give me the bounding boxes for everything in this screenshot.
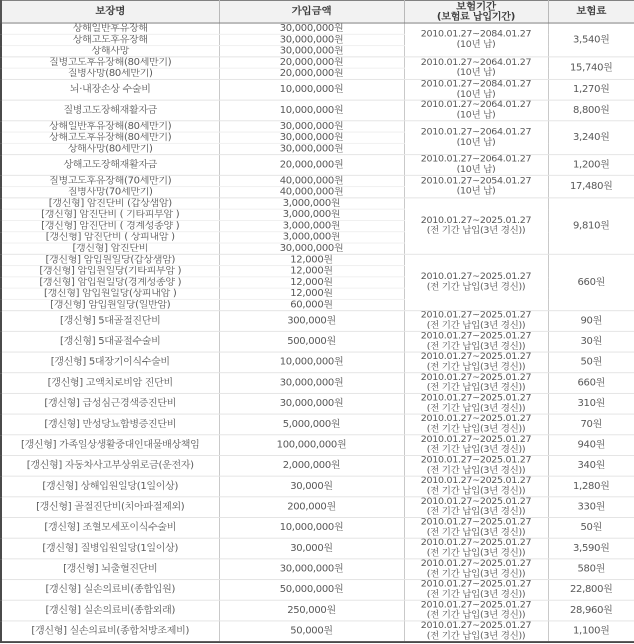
insurance-term-range: 2010.01.27~2025.01.27 bbox=[420, 600, 532, 611]
cell-premium: 580원 bbox=[548, 559, 634, 580]
cell-coverage-name: 질병사망(80세만기) bbox=[1, 68, 219, 79]
cell-coverage-name: [갱신형] 만성당뇨합병증진단비 bbox=[1, 414, 219, 435]
cell-insurance-term bbox=[404, 476, 548, 497]
cell-premium: 50원 bbox=[548, 352, 634, 373]
cell-subscription-amount: 60,000원 bbox=[219, 299, 404, 310]
premium-payment-period: (10년 납) bbox=[456, 88, 496, 100]
premium-payment-period: (전 기간 납입(3년 경신)) bbox=[426, 444, 526, 455]
cell-premium: 1,100원 bbox=[548, 621, 634, 642]
cell-insurance-term bbox=[404, 57, 548, 80]
header-row bbox=[1, 0, 634, 23]
premium-payment-period: (전 기간 납입(3년 경신)) bbox=[426, 588, 526, 600]
cell-premium: 30원 bbox=[548, 331, 634, 352]
cell-subscription-amount: 200,000원 bbox=[219, 497, 404, 518]
table-row bbox=[1, 580, 634, 601]
insurance-term-range: 2010.01.27~2025.01.27 bbox=[420, 579, 532, 590]
insurance-term-range: 2010.01.27~2025.01.27 bbox=[420, 352, 532, 362]
cell-subscription-amount: 12,000원 bbox=[219, 266, 404, 277]
table-row bbox=[1, 476, 634, 497]
cell-coverage-name: [갱신형] 암진단비 bbox=[1, 243, 219, 254]
table-row bbox=[1, 414, 634, 435]
premium-payment-period: (전 기간 납입(3년 경신)) bbox=[426, 464, 526, 476]
cell-subscription-amount: 500,000원 bbox=[219, 331, 404, 352]
cell-insurance-term bbox=[404, 100, 548, 121]
cell-subscription-amount: 30,000,000원 bbox=[219, 46, 404, 57]
cell-insurance-term bbox=[404, 621, 548, 642]
cell-premium: 3,240원 bbox=[548, 121, 634, 155]
table-row bbox=[1, 57, 634, 68]
cell-premium: 940원 bbox=[548, 435, 634, 456]
cell-coverage-name: [갱신형] 암입원일당(기타피부암 ) bbox=[1, 266, 219, 277]
table-row bbox=[1, 373, 634, 394]
premium-payment-period: (전 기간 납입(3년 경신)) bbox=[426, 320, 526, 331]
cell-subscription-amount: 12,000원 bbox=[219, 288, 404, 299]
cell-coverage-name: 질병고도후유장해(80세만기) bbox=[1, 57, 219, 68]
cell-subscription-amount: 30,000,000원 bbox=[219, 121, 404, 132]
cell-coverage-name: [갱신형] 뇌출혈진단비 bbox=[1, 559, 219, 580]
cell-coverage-name: 상해일반후유장해(80세만기) bbox=[1, 121, 219, 132]
cell-coverage-name: [갱신형] 5대장기이식수술비 bbox=[1, 352, 219, 373]
cell-coverage-name: [갱신형] 조혈모세포이식수술비 bbox=[1, 518, 219, 539]
insurance-term-range: 2010.01.27~2025.01.27 bbox=[420, 496, 532, 507]
cell-insurance-term bbox=[404, 79, 548, 100]
cell-coverage-name: 상해일반후유장해 bbox=[1, 23, 219, 34]
insurance-term-range: 2010.01.27~2025.01.27 bbox=[420, 310, 532, 321]
cell-insurance-term bbox=[404, 600, 548, 621]
table-row bbox=[1, 455, 634, 476]
cell-premium: 9,810원 bbox=[548, 198, 634, 254]
cell-coverage-name: [갱신형] 5대골절수술비 bbox=[1, 331, 219, 352]
insurance-term-range: 2010.01.27~2064.01.27 bbox=[420, 100, 532, 110]
table-row bbox=[1, 497, 634, 518]
header-coverage-name: 보장명 bbox=[1, 0, 219, 23]
cell-coverage-name: [갱신형] 암입원일당(경계성종양 ) bbox=[1, 277, 219, 288]
premium-payment-period: (전 기간 납입(3년 경신)) bbox=[426, 568, 526, 579]
cell-insurance-term bbox=[404, 414, 548, 435]
insurance-term-range: 2010.01.27~2025.01.27 bbox=[420, 620, 532, 631]
cell-insurance-term bbox=[404, 352, 548, 373]
cell-subscription-amount: 10,000,000원 bbox=[219, 100, 404, 121]
table-row bbox=[1, 79, 634, 100]
cell-coverage-name: [갱신형] 실손의료비(종합입원) bbox=[1, 580, 219, 601]
insurance-term-range: 2010.01.27~2025.01.27 bbox=[420, 517, 532, 528]
cell-subscription-amount: 40,000,000원 bbox=[219, 187, 404, 198]
cell-coverage-name: 상해사망 bbox=[1, 46, 219, 57]
cell-coverage-name: [갱신형] 암입원일당(일반암) bbox=[1, 299, 219, 310]
table-row bbox=[1, 155, 634, 176]
cell-premium: 310원 bbox=[548, 393, 634, 414]
premium-payment-period: (전 기간 납입(3년 경신)) bbox=[426, 281, 526, 292]
premium-payment-period: (10년 납) bbox=[456, 109, 496, 120]
cell-insurance-term bbox=[404, 393, 548, 414]
table-row bbox=[1, 100, 634, 121]
cell-coverage-name: [갱신형] 5대골절진단비 bbox=[1, 311, 219, 332]
insurance-term-range: 2010.01.27~2084.01.27 bbox=[420, 29, 532, 40]
table-row bbox=[1, 175, 634, 186]
table-row bbox=[1, 23, 634, 34]
cell-premium: 8,800원 bbox=[548, 100, 634, 121]
cell-insurance-term bbox=[404, 435, 548, 456]
cell-coverage-name: 상해고도후유장해(80세만기) bbox=[1, 132, 219, 143]
premium-payment-period: (10년 납) bbox=[456, 39, 496, 50]
cell-insurance-term bbox=[404, 121, 548, 155]
cell-subscription-amount: 20,000,000원 bbox=[219, 57, 404, 68]
cell-insurance-term bbox=[404, 198, 548, 254]
cell-premium: 660원 bbox=[548, 254, 634, 310]
cell-coverage-name: [갱신형] 암진단비 ( 상피내암 ) bbox=[1, 232, 219, 243]
cell-subscription-amount: 40,000,000원 bbox=[219, 175, 404, 186]
insurance-term-range: 2010.01.27~2025.01.27 bbox=[420, 455, 532, 466]
insurance-term-range: 2010.01.27~2025.01.27 bbox=[420, 372, 532, 383]
cell-coverage-name: 질병고도장해재활자금 bbox=[1, 100, 219, 121]
cell-insurance-term bbox=[404, 155, 548, 176]
cell-coverage-name: 상해사망(80세만기) bbox=[1, 143, 219, 154]
insurance-term-range: 2010.01.27~2084.01.27 bbox=[420, 79, 532, 90]
cell-coverage-name: [갱신형] 암진단비 (갑상샘암) bbox=[1, 198, 219, 209]
cell-coverage-name: [갱신형] 암진단비 ( 기타피부암 ) bbox=[1, 209, 219, 220]
cell-subscription-amount: 30,000,000원 bbox=[219, 559, 404, 580]
cell-premium: 660원 bbox=[548, 373, 634, 394]
cell-premium: 1,200원 bbox=[548, 155, 634, 176]
cell-subscription-amount: 30,000,000원 bbox=[219, 23, 404, 34]
premium-payment-period: (전 기간 납입(3년 경신)) bbox=[426, 547, 526, 558]
cell-subscription-amount: 30,000원 bbox=[219, 538, 404, 559]
premium-payment-period: (전 기간 납입(3년 경신)) bbox=[426, 382, 526, 393]
cell-coverage-name: 상해고도후유장해 bbox=[1, 34, 219, 45]
cell-coverage-name: [갱신형] 상해입원일당(1일이상) bbox=[1, 476, 219, 497]
cell-insurance-term bbox=[404, 373, 548, 394]
cell-subscription-amount: 10,000,000원 bbox=[219, 352, 404, 373]
cell-subscription-amount: 3,000,000원 bbox=[219, 232, 404, 243]
insurance-term-range: 2010.01.27~2025.01.27 bbox=[420, 414, 532, 424]
header-insurance-term bbox=[404, 0, 548, 23]
premium-payment-period: (전 기간 납입(3년 경신)) bbox=[426, 361, 526, 372]
cell-subscription-amount: 300,000원 bbox=[219, 311, 404, 332]
cell-insurance-term bbox=[404, 254, 548, 310]
cell-premium: 330원 bbox=[548, 497, 634, 518]
premium-payment-period: (10년 납) bbox=[456, 136, 496, 148]
insurance-term-range: 2010.01.27~2025.01.27 bbox=[420, 434, 532, 445]
header-insurance-term-line2: (보험료 납입기간) bbox=[436, 11, 516, 23]
cell-insurance-term bbox=[404, 455, 548, 476]
cell-coverage-name: [갱신형] 자동차사고부상위로금(운전자) bbox=[1, 455, 219, 476]
table-row bbox=[1, 600, 634, 621]
cell-coverage-name: [갱신형] 암입원일당(갑상샘암) bbox=[1, 254, 219, 265]
premium-payment-period: (전 기간 납입(3년 경신)) bbox=[426, 402, 526, 414]
cell-premium: 28,960원 bbox=[548, 600, 634, 621]
premium-payment-period: (전 기간 납입(3년 경신)) bbox=[426, 225, 526, 236]
cell-subscription-amount: 50,000원 bbox=[219, 621, 404, 642]
premium-payment-period: (전 기간 납입(3년 경신)) bbox=[426, 485, 526, 496]
insurance-term-range: 2010.01.27~2064.01.27 bbox=[420, 154, 532, 165]
premium-payment-period: (전 기간 납입(3년 경신)) bbox=[426, 609, 526, 620]
cell-premium: 1,270원 bbox=[548, 79, 634, 100]
cell-insurance-term bbox=[404, 23, 548, 57]
cell-insurance-term bbox=[404, 580, 548, 601]
cell-subscription-amount: 3,000,000원 bbox=[219, 220, 404, 231]
cell-coverage-name: [갱신형] 실손의료비(종합처방조제비) bbox=[1, 621, 219, 642]
header-insurance-term-line1: 보험기간 bbox=[456, 0, 496, 12]
table-row bbox=[1, 198, 634, 209]
cell-premium: 70원 bbox=[548, 414, 634, 435]
cell-subscription-amount: 20,000,000원 bbox=[219, 68, 404, 79]
premium-payment-period: (10년 납) bbox=[456, 67, 496, 78]
cell-premium: 3,590원 bbox=[548, 538, 634, 559]
table-row bbox=[1, 352, 634, 373]
table-row bbox=[1, 518, 634, 539]
cell-premium: 17,480원 bbox=[548, 175, 634, 198]
cell-subscription-amount: 50,000,000원 bbox=[219, 580, 404, 601]
premium-payment-period: (전 기간 납입(3년 경신)) bbox=[426, 630, 526, 641]
cell-coverage-name: 질병고도후유장해(70세만기) bbox=[1, 175, 219, 186]
premium-payment-period: (10년 납) bbox=[456, 185, 496, 197]
insurance-term-range: 2010.01.27~2025.01.27 bbox=[420, 271, 532, 283]
cell-insurance-term bbox=[404, 559, 548, 580]
table-row bbox=[1, 393, 634, 414]
cell-subscription-amount: 30,000,000원 bbox=[219, 393, 404, 414]
header-subscription-amount: 가입금액 bbox=[219, 0, 404, 23]
cell-subscription-amount: 30,000,000원 bbox=[219, 132, 404, 143]
cell-subscription-amount: 30,000,000원 bbox=[219, 34, 404, 45]
cell-subscription-amount: 30,000,000원 bbox=[219, 243, 404, 254]
cell-coverage-name: [갱신형] 실손의료비(종합외래) bbox=[1, 600, 219, 621]
cell-subscription-amount: 5,000,000원 bbox=[219, 414, 404, 435]
cell-insurance-term bbox=[404, 311, 548, 332]
table-row bbox=[1, 311, 634, 332]
cell-coverage-name: [갱신형] 급성심근경색증진단비 bbox=[1, 393, 219, 414]
cell-subscription-amount: 250,000원 bbox=[219, 600, 404, 621]
insurance-term-range: 2010.01.27~2025.01.27 bbox=[420, 538, 532, 549]
cell-subscription-amount: 3,000,000원 bbox=[219, 209, 404, 220]
table-row bbox=[1, 621, 634, 642]
cell-premium: 50원 bbox=[548, 518, 634, 539]
insurance-term-range: 2010.01.27~2025.01.27 bbox=[420, 393, 532, 404]
cell-subscription-amount: 100,000,000원 bbox=[219, 435, 404, 456]
insurance-term-range: 2010.01.27~2025.01.27 bbox=[420, 476, 532, 487]
cell-premium: 90원 bbox=[548, 311, 634, 332]
insurance-term-range: 2010.01.27~2025.01.27 bbox=[420, 331, 532, 342]
premium-payment-period: (전 기간 납입(3년 경신)) bbox=[426, 506, 526, 517]
table-row bbox=[1, 435, 634, 456]
table-row bbox=[1, 121, 634, 132]
insurance-term-range: 2010.01.27~2064.01.27 bbox=[420, 57, 532, 68]
insurance-term-range: 2010.01.27~2025.01.27 bbox=[420, 215, 532, 226]
cell-subscription-amount: 10,000,000원 bbox=[219, 518, 404, 539]
cell-coverage-name: 질병사망(70세만기) bbox=[1, 187, 219, 198]
cell-insurance-term bbox=[404, 497, 548, 518]
cell-premium: 3,540원 bbox=[548, 23, 634, 57]
cell-coverage-name: 상해고도장해재활자금 bbox=[1, 155, 219, 176]
cell-subscription-amount: 3,000,000원 bbox=[219, 198, 404, 209]
table-row bbox=[1, 331, 634, 352]
cell-premium: 15,740원 bbox=[548, 57, 634, 80]
cell-coverage-name: [갱신형] 질병입원일당(1일이상) bbox=[1, 538, 219, 559]
table-header bbox=[1, 0, 634, 23]
table-row bbox=[1, 559, 634, 580]
cell-insurance-term bbox=[404, 538, 548, 559]
premium-payment-period: (10년 납) bbox=[456, 164, 496, 175]
cell-subscription-amount: 30,000,000원 bbox=[219, 373, 404, 394]
premium-payment-period: (전 기간 납입(3년 경신)) bbox=[426, 423, 526, 434]
cell-coverage-name: [갱신형] 골절진단비(치아파절제외) bbox=[1, 497, 219, 518]
premium-payment-period: (전 기간 납입(3년 경신)) bbox=[426, 526, 526, 538]
cell-coverage-name: 뇌·내장손상 수술비 bbox=[1, 79, 219, 100]
cell-subscription-amount: 12,000원 bbox=[219, 254, 404, 265]
insurance-term-range: 2010.01.27~2064.01.27 bbox=[420, 126, 532, 138]
cell-premium: 1,280원 bbox=[548, 476, 634, 497]
cell-subscription-amount: 2,000,000원 bbox=[219, 455, 404, 476]
insurance-term-range: 2010.01.27~2054.01.27 bbox=[420, 175, 532, 187]
cell-subscription-amount: 12,000원 bbox=[219, 277, 404, 288]
cell-subscription-amount: 10,000,000원 bbox=[219, 79, 404, 100]
cell-coverage-name: [갱신형] 암진단비 ( 경계성종양 ) bbox=[1, 220, 219, 231]
cell-subscription-amount: 30,000원 bbox=[219, 476, 404, 497]
cell-premium: 22,800원 bbox=[548, 580, 634, 601]
cell-coverage-name: [갱신형] 암입원일당(상피내암 ) bbox=[1, 288, 219, 299]
cell-coverage-name: [갱신형] 고액치로비암 진단비 bbox=[1, 373, 219, 394]
cell-subscription-amount: 20,000,000원 bbox=[219, 155, 404, 176]
cell-insurance-term bbox=[404, 518, 548, 539]
insurance-term-range: 2010.01.27~2025.01.27 bbox=[420, 558, 532, 569]
table-row bbox=[1, 254, 634, 265]
table-body bbox=[1, 23, 634, 642]
table-row bbox=[1, 538, 634, 559]
premium-payment-period: (전 기간 납입(3년 경신)) bbox=[426, 340, 526, 352]
cell-subscription-amount: 30,000,000원 bbox=[219, 143, 404, 154]
cell-insurance-term bbox=[404, 175, 548, 198]
cell-coverage-name: [갱신형] 가족일상생활중대인대물배상책임 bbox=[1, 435, 219, 456]
header-premium: 보험료 bbox=[548, 0, 634, 23]
cell-premium: 340원 bbox=[548, 455, 634, 476]
cell-insurance-term bbox=[404, 331, 548, 352]
